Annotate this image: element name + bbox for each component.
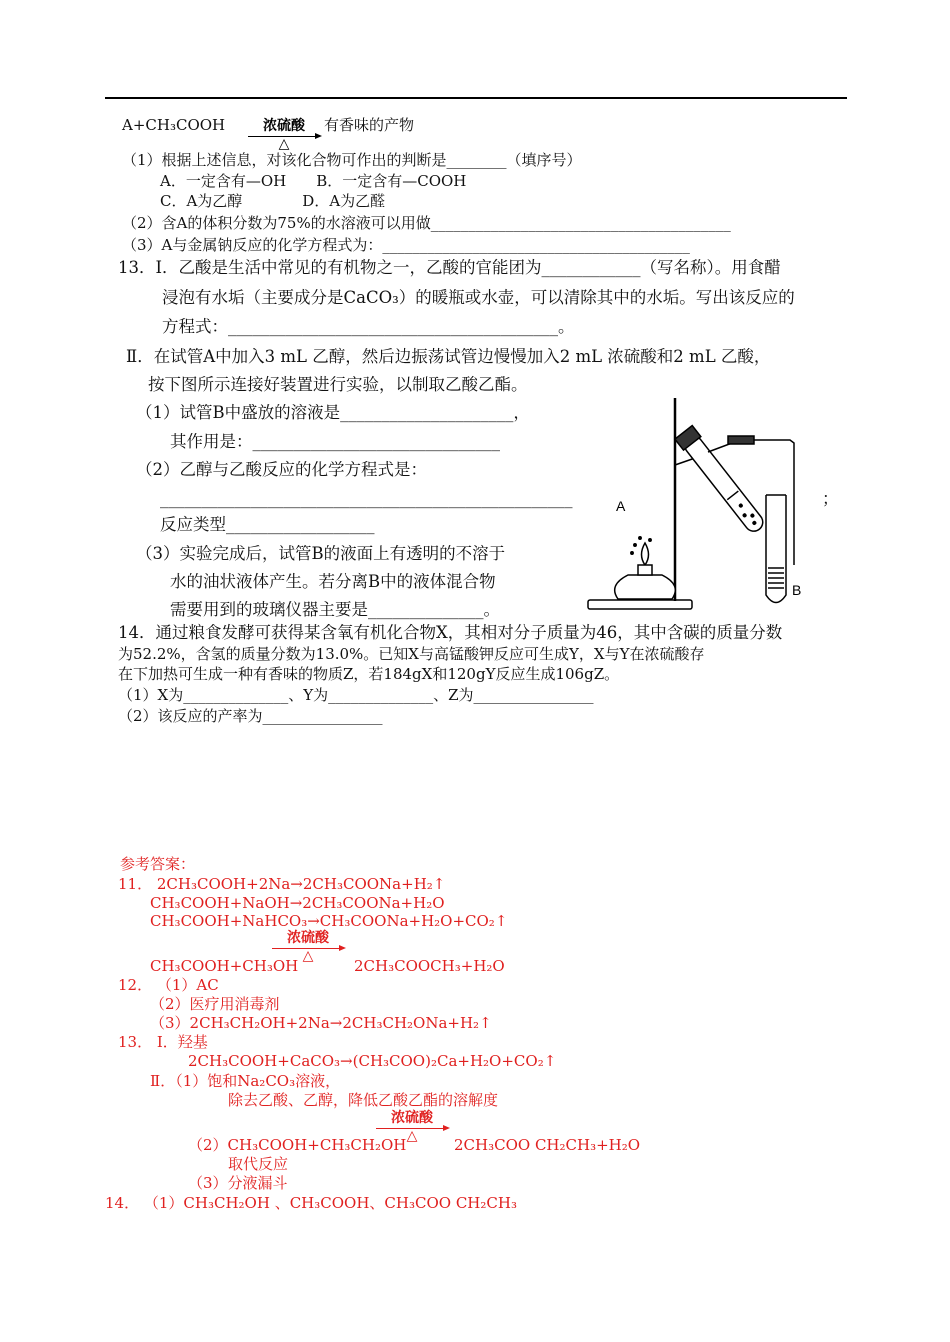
q12-part1: （1）根据上述信息，对该化合物可作出的判断是________（填序号） (122, 151, 582, 169)
alcohol-lamp (615, 575, 676, 599)
q14-line4: （1）X为______________、Y为______________、Z为________________ (118, 686, 594, 704)
q13-sub2a: （2）乙醇与乙酸反应的化学方程式是： (136, 460, 427, 479)
answer-11-line2: CH₃COOH+NaOH→2CH₃COONa+H₂O (150, 894, 445, 912)
answer-13-line5-right: 2CH₃COO CH₂CH₃+H₂O (454, 1136, 641, 1154)
q13-sub2c: 反应类型__________________ (160, 515, 375, 534)
answer-13-line7: （3）分液漏斗 (188, 1174, 288, 1192)
stand-base (588, 600, 692, 609)
test-tube-b (766, 495, 786, 603)
q13-sub2b: __________________________________________________ (160, 489, 573, 508)
q13-sub1b: 其作用是：______________________________ (170, 432, 500, 451)
q13-line2: 浸泡有水垢（主要成分是CaCO₃）的暖瓶或水壶，可以清除其中的水垢。写出该反应的 (162, 288, 795, 307)
q13-sub3b: 水的油状液体产生。若分离B中的液体混合物 (170, 572, 496, 591)
ester-apparatus-figure (580, 395, 840, 617)
q13-line3: 方程式：________________________________________。 (162, 317, 575, 336)
answer-13-line2: 2CH₃COOH+CaCO₃→(CH₃COO)₂Ca+H₂O+CO₂↑ (188, 1052, 557, 1070)
q14-line5: （2）该反应的产率为________________ (118, 707, 383, 725)
answer-12-line2: （2）医疗用消毒剂 (150, 995, 280, 1013)
answer-12-line1: 12． （1）AC (118, 976, 219, 994)
q13-line1: 13．Ⅰ．乙酸是生活中常见的有机物之一，乙酸的官能团为____________（写名称）。用食醋 (118, 258, 781, 277)
answer-13-line4: 除去乙酸、乙醇，降低乙酸乙酯的溶解度 (228, 1091, 499, 1109)
condition-catalyst: 浓硫酸 (391, 1110, 433, 1126)
q14-line3: 在下加热可生成一种有香味的物质Z，若184gX和120gY反应生成106gZ。 (118, 665, 620, 683)
header-rule (105, 97, 847, 99)
answer-13-line3: Ⅱ．（1）饱和Na₂CO₃溶液， (150, 1072, 341, 1090)
answer-13-line5-left: （2）CH₃COOH+CH₃CH₂OH (188, 1136, 407, 1154)
q12-part3: （3）A与金属钠反应的化学方程式为：_________________________________________ (122, 236, 690, 254)
q13-line4: Ⅱ．在试管A中加入3 mL 乙醇，然后边振荡试管边慢慢加入2 mL 浓硫酸和2 mL 乙酸， (126, 347, 771, 366)
answer-13-line6: 取代反应 (228, 1155, 289, 1173)
label-a: A (616, 498, 626, 514)
answer-11-line1: 11． 2CH₃COOH+2Na→2CH₃COONa+H₂↑ (118, 875, 446, 893)
q12-reaction-right: 有香味的产物 (324, 116, 415, 134)
answer-12-line3: （3）2CH₃CH₂OH+2Na→2CH₃CH₂ONa+H₂↑ (150, 1014, 492, 1032)
q12-options-cd: C．A为乙醇 D．A为乙醛 (160, 192, 386, 210)
answer-11-line4-left: CH₃COOH+CH₃OH (150, 957, 299, 975)
flame (642, 543, 649, 565)
answer-11-line4-right: 2CH₃COOCH₃+H₂O (354, 957, 505, 975)
answers-title: 参考答案： (120, 855, 196, 873)
condition-heat: △ (278, 136, 290, 152)
q12-options-ab: A．一定含有—OH B．一定含有—COOH (160, 172, 467, 190)
answer-14-line1: 14． （1）CH₃CH₂OH 、CH₃COOH、CH₃COO CH₂CH₃ (105, 1194, 517, 1212)
tube-connector (728, 436, 754, 444)
q14-line1: 14．通过粮食发酵可获得某含氧有机化合物X，其相对分子质量为46，其中含碳的质量分数 (118, 623, 783, 642)
condition-catalyst: 浓硫酸 (287, 930, 329, 946)
q13-sub3c: 需要用到的玻璃仪器主要是______________。 (170, 600, 500, 619)
condition-heat: △ (302, 948, 314, 964)
answer-11-line3: CH₃COOH+NaHCO₃→CH₃COONa+H₂O+CO₂↑ (150, 912, 508, 930)
condition-catalyst: 浓硫酸 (263, 118, 305, 134)
label-b: B (792, 582, 802, 598)
condition-heat: △ (406, 1128, 418, 1144)
q13-sub1a: （1）试管B中盛放的溶液是_____________________， (136, 403, 530, 422)
q14-line2: 为52.2%，含氢的质量分数为13.0%。已知X与高锰酸钾反应可生成Y，X与Y在浓硫酸存 (118, 645, 705, 663)
q12-reaction-condition (246, 119, 322, 153)
q13-line5: 按下图所示连接好装置进行实验，以制取乙酸乙酯。 (148, 375, 528, 394)
q12-reaction-left: A+CH₃COOH (122, 116, 226, 134)
q12-part2: （2）含A的体积分数为75%的水溶液可以用做________________________________________ (122, 214, 731, 232)
answer-13-line1: 13． Ⅰ．羟基 (118, 1033, 208, 1051)
q13-semicolon: ； (822, 489, 839, 508)
q13-sub3a: （3）实验完成后，试管B的液面上有透明的不溶于 (136, 544, 506, 563)
